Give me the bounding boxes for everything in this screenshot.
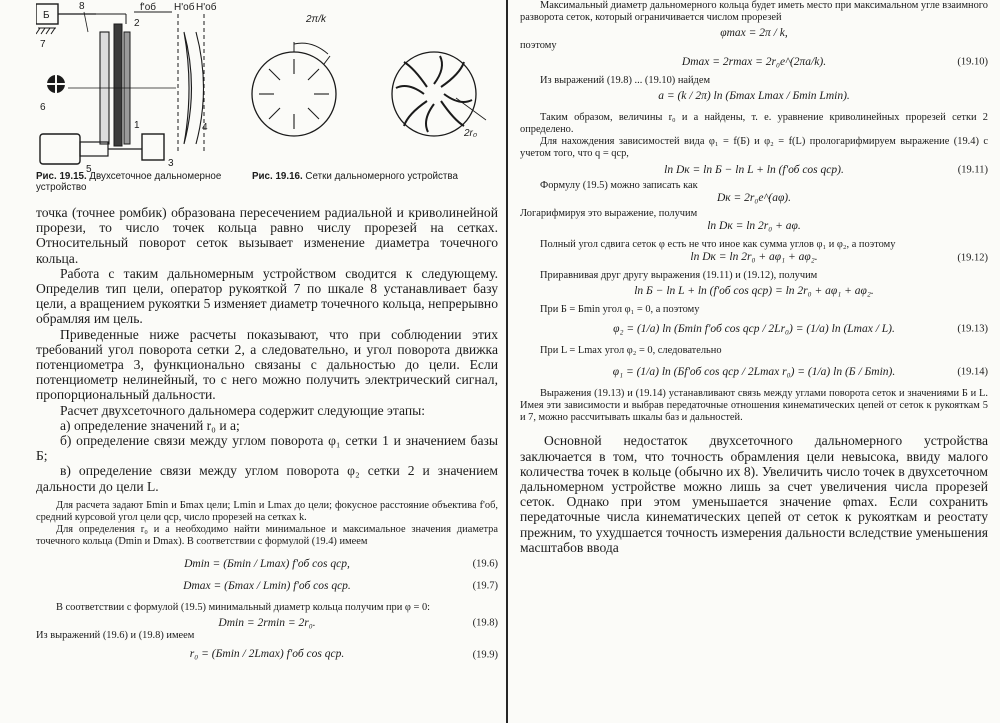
spacer	[36, 571, 498, 580]
caption-fig-19-16	[252, 171, 498, 182]
equation-formula: ln Dк = ln 2r₀ + aφ₁ + aφ₂.	[690, 251, 818, 264]
equation	[520, 192, 988, 205]
equation-formula: φ₂ = (1/a) ln (Бmin f'об cos qср / 2Lr₀) = (1/a) ln (Lmax / L).	[613, 322, 895, 335]
paragraph: Из выражений (19.8) ... (19.10) найдем	[540, 74, 711, 86]
fig-label-7: 7	[40, 39, 46, 50]
caption-fig-19-15-text: Двухсеточное дальномерное устройство	[36, 171, 222, 193]
right-page	[520, 0, 988, 723]
equation	[520, 164, 988, 177]
equation	[36, 580, 498, 593]
paragraph: Максимальный диаметр дальномерного кольца будет иметь место при максимальном угле взаимного разворота сеток, который ограничивается числом прорезей	[520, 0, 988, 24]
paragraph: При Б = Бmin угол φ₁ = 0, а поэтому	[540, 304, 700, 316]
equation-formula: r₀ = (Бmin / 2Lmax) f'об cos qср.	[189, 648, 345, 661]
equation	[520, 366, 988, 379]
equation	[520, 90, 988, 103]
paragraph: Приведенные ниже расчеты показывают, что при соблюдении этих требований угол поворота сетки 2, а следовательно, и угол поворота движка потенциометра 3, функционально связаны с дальностью до цели. Если потенциометр нелинейный, то с него можно получить электрический сигнал, пропорциональный дальности.	[36, 326, 498, 403]
paragraph: Приравнивая друг другу выражения (19.11) и (19.12), получим	[540, 270, 818, 282]
paragraph: Из выражений (19.6) и (19.8) имеем	[36, 629, 195, 641]
equation	[36, 648, 498, 661]
paragraph: Расчет двухсеточного дальномера содержит следующие этапы:	[60, 402, 426, 418]
equation-formula: ln Dк = ln 2r₀ + aφ.	[707, 220, 801, 233]
equation-formula: ln Dк = ln Б − ln L + ln (f'об cos qср).	[664, 163, 844, 176]
equation	[520, 56, 988, 69]
equation-formula: a = (k / 2π) ln (Бmax Lmax / Бmin Lmin).	[658, 89, 850, 102]
fig-label-angle: 2π/k	[306, 14, 327, 25]
fig-label-3: 3	[168, 158, 174, 169]
page-gutter	[506, 0, 508, 723]
fig-label-5: 5	[86, 164, 92, 172]
equation-number: (19.7)	[472, 580, 498, 592]
paragraph: В соответствии с формулой (19.5) минимальный диаметр кольца получим при φ = 0:	[56, 601, 431, 613]
fig-label-nob2: Н'об	[196, 2, 217, 13]
right-page-body	[520, 0, 988, 555]
spacer	[520, 379, 988, 388]
equation-number: (19.9)	[472, 649, 498, 661]
caption-fig-19-15-number: Рис. 19.15.	[36, 171, 87, 182]
equation-number: (19.14)	[957, 366, 988, 378]
caption-fig-19-16-number: Рис. 19.16.	[252, 171, 303, 182]
equation-formula: Dmax = (Бmax / Lmin) f'об cos qср.	[183, 579, 351, 592]
equation-formula: Dmin = 2rmin = 2r₀.	[218, 616, 316, 629]
figure-19-16-reticles	[250, 2, 498, 142]
equation	[520, 27, 988, 40]
equation-number: (19.13)	[957, 323, 988, 335]
figure-19-15-rangefinder-device	[36, 2, 221, 172]
equation-formula: Dк = 2r₀e^(aφ).	[716, 191, 792, 204]
equation-formula: φ₁ = (1/a) ln (Бf'об cos qср / 2Lmax r₀) = (1/a) ln (Б / Бmin).	[612, 365, 896, 378]
fig-label-b: Б	[43, 10, 50, 21]
figures-row	[36, 0, 498, 205]
fig-label-fob: f'об	[140, 2, 156, 13]
left-page-body	[36, 205, 498, 661]
equation-formula: Dmin = (Бmin / Lmax) f'об cos qср,	[184, 557, 350, 570]
paragraph: Для нахождения зависимостей вида φ₁ = f(Б) и φ₂ = f(L) прологарифмируем выражение (19.4) с учетом того, что q = qср,	[520, 136, 988, 160]
fig-label-2: 2	[134, 18, 140, 29]
paragraph: точка (точнее ромбик) образована пересечением радиальной и криволинейной прорези, то число точек кольца равно числу прорезей на сетках. Относительный поворот сеток вызывает изменение диаметра точечного кольца.	[36, 205, 498, 266]
equation	[36, 558, 498, 571]
equation-number: (19.11)	[957, 164, 988, 176]
paragraph: поэтому	[520, 40, 557, 52]
fig-label-1: 1	[134, 120, 140, 131]
fig-label-4: 4	[202, 122, 208, 133]
fig-label-radius: 2r₀	[464, 128, 478, 139]
equation-number: (19.6)	[472, 558, 498, 570]
equation-formula: Dmax = 2rmax = 2r₀e^(2πa/k).	[681, 55, 827, 68]
fig-label-6: 6	[40, 102, 46, 113]
paragraph: Полный угол сдвига сеток φ есть не что иное как сумма углов φ₁ и φ₂, а поэтому	[540, 239, 896, 251]
equation	[520, 251, 988, 264]
paragraph: а) определение значений r₀ и a;	[60, 417, 240, 433]
paragraph: При L = Lmax угол φ₂ = 0, следовательно	[540, 344, 722, 356]
caption-fig-19-15	[36, 171, 236, 193]
spacer	[36, 549, 498, 558]
paragraph: Для расчета задают Бmin и Бmax цели; Lmin и Lmax до цели; фокусное расстояние объектива f'об, средний курсовой угол цели qср, число прорезей на сетках k.	[36, 499, 498, 524]
equation-number: (19.8)	[472, 617, 498, 629]
paragraph: Таким образом, величины r₀ и a найдены, т. е. уравнение криволинейных прорезей сетки 2 определено.	[520, 111, 988, 136]
paragraph: Для определения r₀ и a необходимо найти минимальное и максимальное значения диаметра точечного кольца (Dmin и Dmax). В соответствии с формулой (19.4) имеем	[36, 524, 498, 548]
equation	[520, 323, 988, 336]
paragraph: в) определение связи между углом поворота φ₂ сетки 2 и значением дальности до цели L.	[36, 463, 498, 494]
spacer	[520, 424, 988, 433]
equation	[36, 617, 498, 630]
fig-label-8: 8	[79, 2, 85, 12]
paragraph: Работа с таким дальномерным устройством сводится к следующему. Определив тип цели, оператор рукояткой 7 по шкале 8 устанавливает базу цели, а вращением рукоятки 5 изменяет диаметр точечного кольца, непрерывно обрамляя им цель.	[36, 265, 498, 327]
fig-label-nob: Н'об	[174, 2, 195, 13]
caption-fig-19-16-text: Сетки дальномерного устройства	[305, 171, 458, 182]
paragraph: Формулу (19.5) можно записать как	[540, 179, 698, 191]
paragraph: Логарифмируя это выражение, получим	[520, 207, 698, 219]
equation	[520, 285, 988, 298]
potentiometer-3	[142, 134, 164, 160]
reticle-plate-2	[114, 24, 122, 146]
left-page	[36, 0, 498, 723]
equation-formula: φmax = 2π / k,	[720, 27, 788, 40]
equation	[520, 220, 988, 233]
range-handle-5	[40, 134, 80, 164]
paragraph: Выражения (19.13) и (19.14) устанавливают связь между углами поворота сеток и значениями Б и L. Имея эти зависимости и выбрав передаточные отношения кинематических цепей от сеток к рукояткам 5 и 7, можно рассчитывать шкалы баз и дальностей.	[520, 387, 988, 424]
paragraph: б) определение связи между углом поворота φ₁ сетки 1 и значением базы Б;	[36, 433, 498, 464]
spacer	[520, 103, 988, 112]
equation-number: (19.12)	[957, 252, 988, 264]
spacer	[520, 357, 988, 366]
spacer	[36, 593, 498, 602]
paragraph: Основной недостаток двухсеточного дальномерного устройства заключается в том, что точность обрамления цели невысока, ввиду малого количества точек в кольце (обычно их 8). Увеличить число точек в двухсеточном дальномерном устройстве можно лишь за счет увеличения числа прорезей сеток. Однако при этом уменьшается значение φmax. Если сохранить передаточные числа кинематических цепей от сеток к рукояткам и реостату прежним, то ухудшается точность измерения дальности вследствие уменьшения масштабов ввода	[520, 433, 988, 555]
spacer	[520, 336, 988, 345]
objective-lens	[184, 32, 192, 144]
equation-number: (19.10)	[957, 56, 988, 68]
equation-formula: ln Б − ln L + ln (f'об cos qср) = ln 2r₀ + aφ₁ + aφ₂.	[634, 285, 874, 298]
